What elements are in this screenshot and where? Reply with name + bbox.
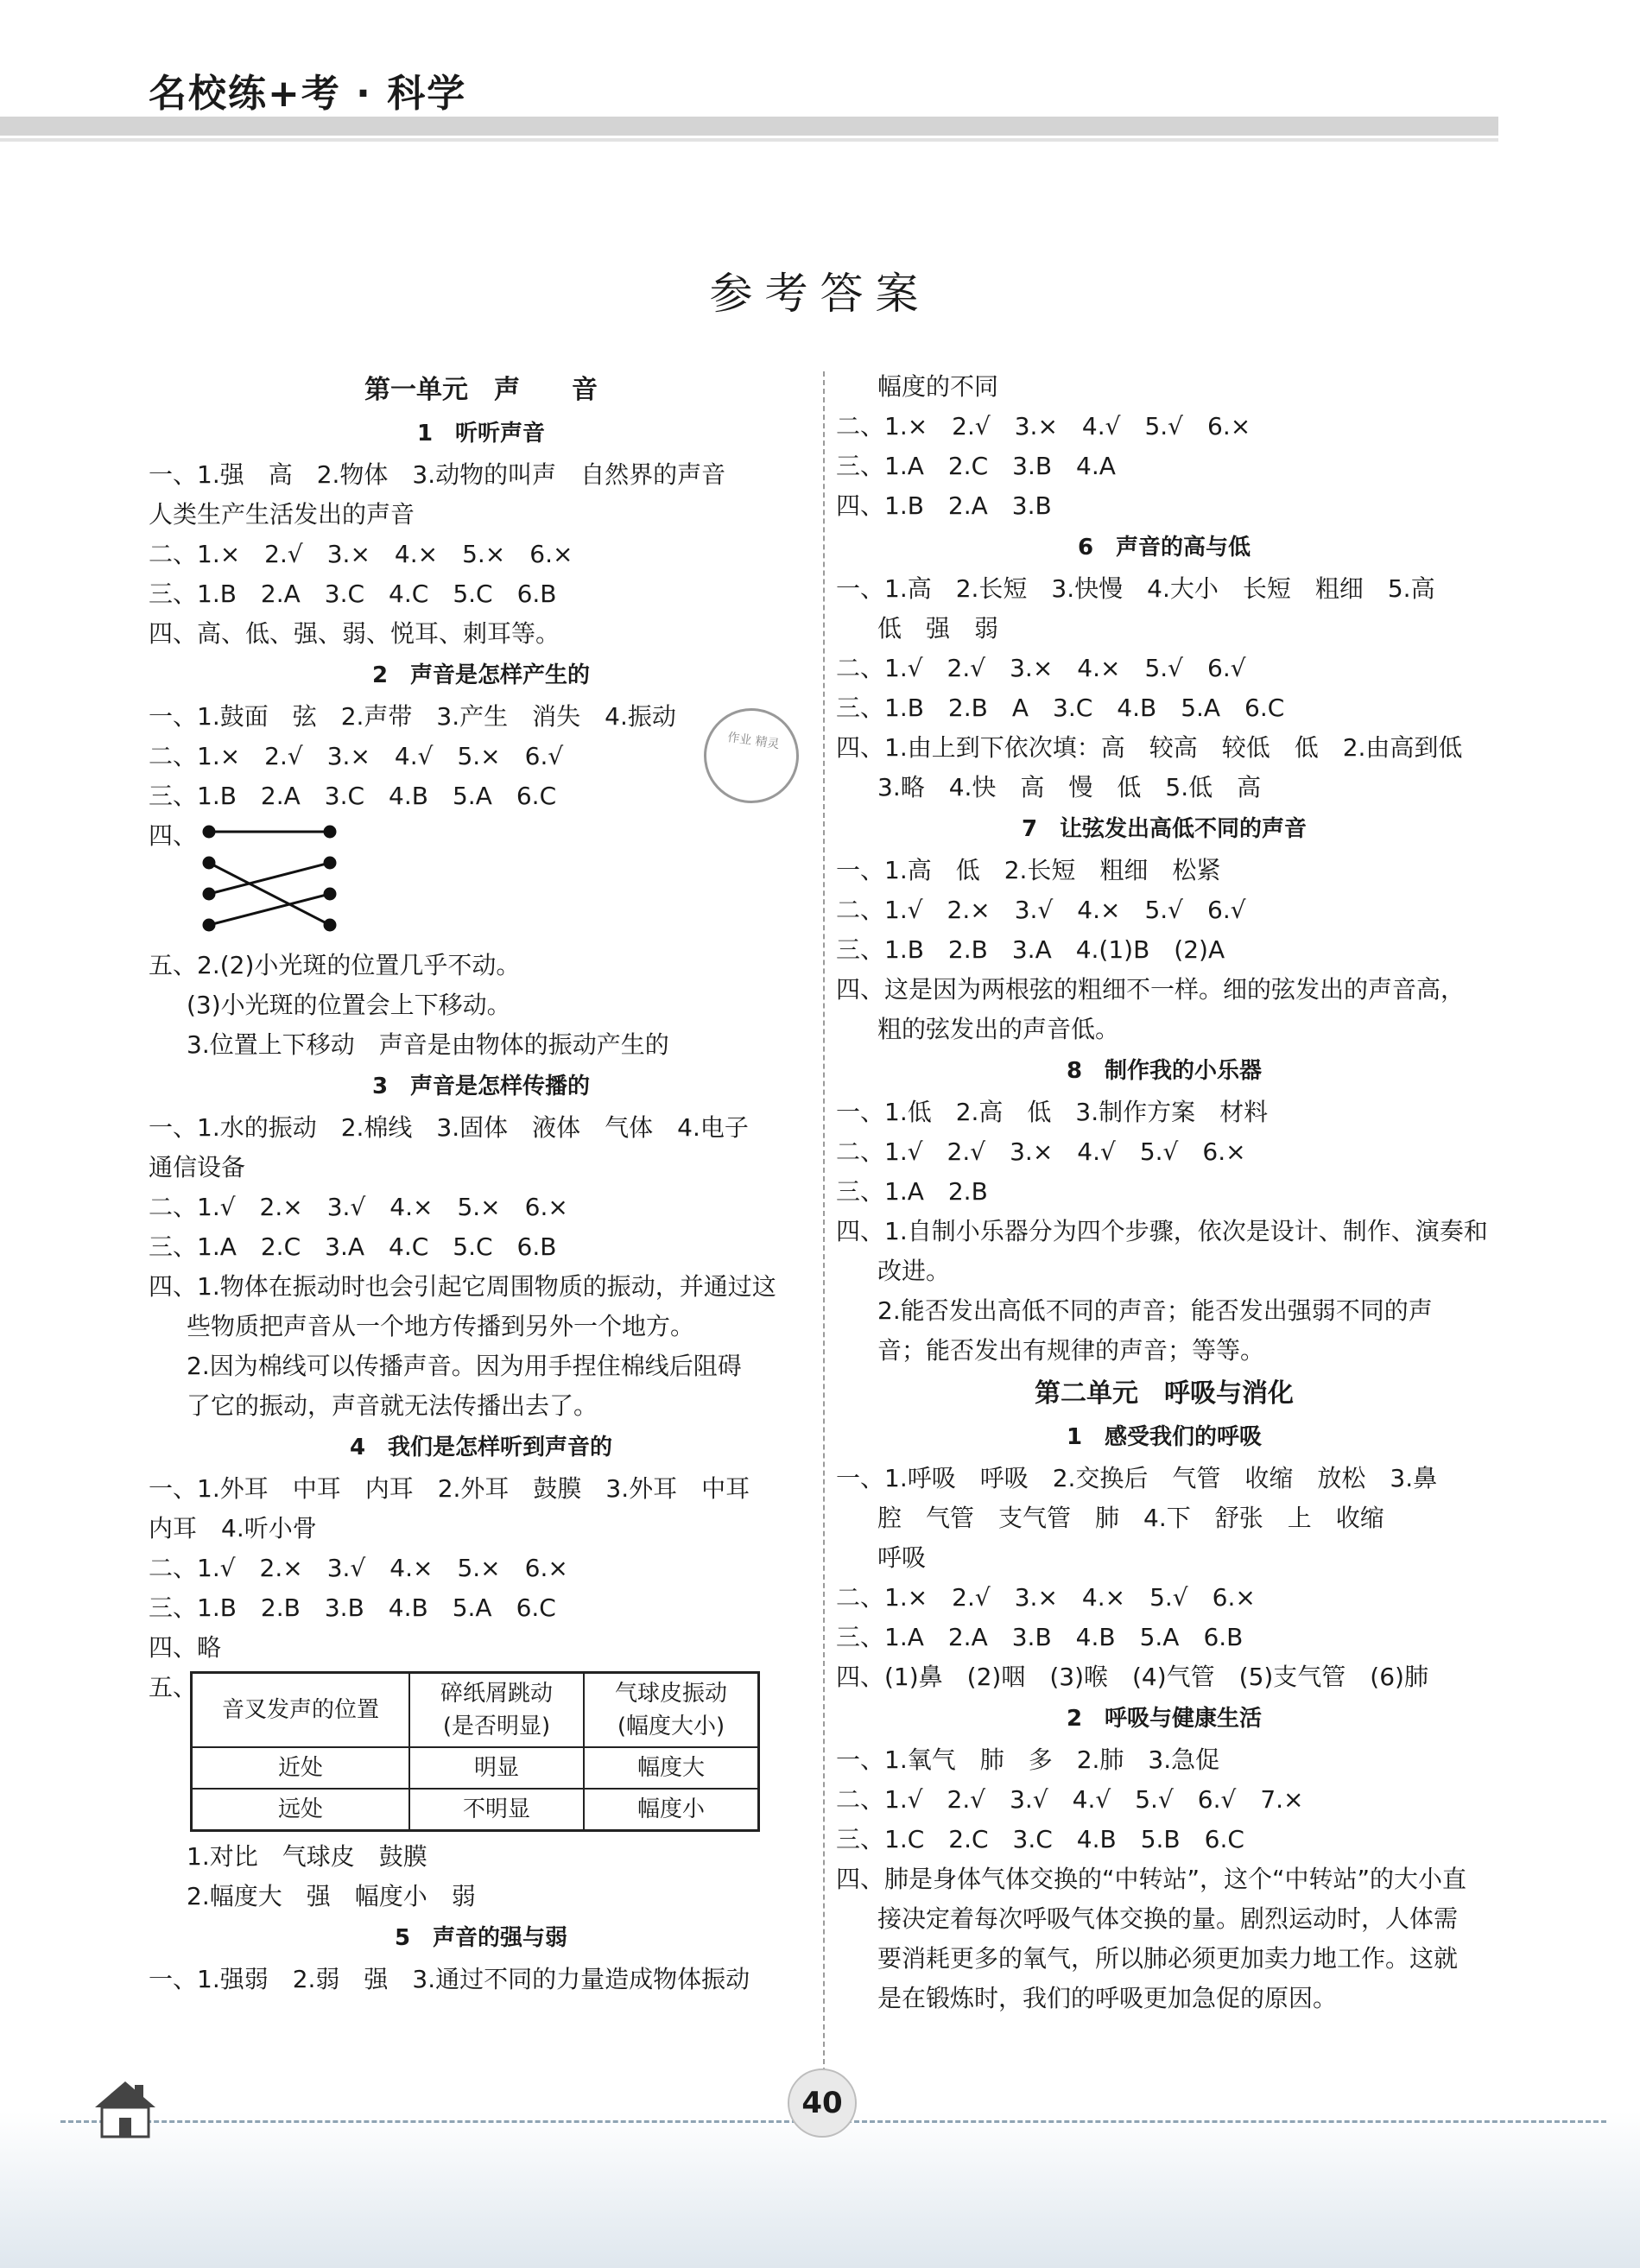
table-header-row xyxy=(192,1673,759,1748)
answer-line: 低 强 弱 xyxy=(877,614,999,643)
table-cell: 近处 xyxy=(192,1747,410,1789)
answer-line: 一、1.呼吸 呼吸 2.交换后 气管 收缩 放松 3.鼻 xyxy=(836,1464,1438,1492)
answer-line: 四、肺是身体气体交换的“中转站”，这个“中转站”的大小直 xyxy=(836,1865,1467,1893)
table-header-cell: 气球皮振动 (幅度大小) xyxy=(584,1673,759,1748)
answer-line: 要消耗更多的氧气，所以肺必须更加卖力地工作。这就 xyxy=(877,1944,1459,1973)
answer-line: 2.幅度大 强 幅度小 弱 xyxy=(187,1882,476,1910)
answer-line: 2.因为棉线可以传播声音。因为用手捏住棉线后阻碍 xyxy=(187,1352,742,1380)
answer-line: 二、1.√ 2.× 3.√ 4.× 5.× 6.× xyxy=(149,1554,568,1582)
answer-line: 腔 气管 支气管 肺 4.下 舒张 上 收缩 xyxy=(877,1504,1384,1532)
answer-line: 四、1.物体在振动时也会引起它周围物质的振动，并通过这 xyxy=(149,1272,776,1301)
answer-line: 四、1.由上到下依次填：高 较高 较低 低 2.由高到低 xyxy=(836,733,1463,762)
unit-heading: 第二单元 呼吸与消化 xyxy=(1035,1378,1294,1409)
matching-lines-diagram xyxy=(200,820,373,941)
lesson-title: 1 感受我们的呼吸 xyxy=(1066,1424,1263,1450)
house-icon xyxy=(78,2073,181,2142)
answer-line: 3.略 4.快 高 慢 低 5.低 高 xyxy=(877,773,1262,801)
answer-line: 一、1.强 高 2.物体 3.动物的叫声 自然界的声音 xyxy=(149,460,726,489)
answer-line: 一、1.鼓面 弦 2.声带 3.产生 消失 4.振动 xyxy=(149,702,676,731)
table-header-cell: 碎纸屑跳动 (是否明显) xyxy=(409,1673,584,1748)
answer-line: 三、1.B 2.B 3.A 4.(1)B (2)A xyxy=(836,935,1225,964)
table-row xyxy=(192,1789,759,1831)
answer-line: 幅度的不同 xyxy=(877,372,999,401)
answer-line: 粗的弦发出的声音低。 xyxy=(877,1015,1120,1043)
answer-line: 呼吸 xyxy=(877,1543,927,1572)
answer-line: 2.能否发出高低不同的声音；能否发出强弱不同的声 xyxy=(877,1296,1433,1325)
answer-line: 三、1.A 2.B xyxy=(836,1177,988,1206)
answer-line: 三、1.A 2.A 3.B 4.B 5.A 6.B xyxy=(836,1623,1244,1651)
table-cell: 幅度小 xyxy=(584,1789,759,1831)
lesson-title: 5 声音的强与弱 xyxy=(394,1925,568,1951)
answer-line: (3)小光斑的位置会上下移动。 xyxy=(187,991,511,1019)
answer-line: 二、1.× 2.√ 3.× 4.√ 5.× 6.√ xyxy=(149,742,564,770)
answer-line: 内耳 4.听小骨 xyxy=(149,1514,317,1543)
answer-line: 接决定着每次呼吸气体交换的量。剧烈运动时，人体需 xyxy=(877,1904,1459,1933)
page-number: 40 xyxy=(788,2068,857,2138)
left-column: 第一单元 声 音 1 听听声音 一、1.强 高 2.物体 3.动物的叫声 自然界的声音 人类生产生活发出的声音 二、1.× 2.√ 3.× 4.× 5.× 6.× 三、1.B 2.A 3.C 4.C 5.C 6.B 四、高、低、强、弱、悦耳、刺耳等。 2 声音是怎样产生的 一、1.鼓面 弦 2.声带 3.产生 消失 4.振动 二、1.× 2.√ 3.× 4.√ 5.× 6.√ 三、1.B 2.A 3.C 4.B 5.A 6.C 四、 五、2.(2)小光斑的位置几乎不动。 (3)小光斑的位置会上下移动。 3.位置上下移动 声音是由物体的振动产生的 3 声音是怎样传播的 一、1.水的振动 2.棉线 3.固体 液体 气体 4.电子 通信设备 二、1.√ 2.× 3.√ 4.× 5.× 6.× 三、1.A 2.C 3.A 4.C 5.C 6.B 四、1.物体在振动时也会引起它周围物质的振动，并通过这 些物质把声音从一个地方传播到另外一个地方。 2.因为棉线可以传播声音。因为用手捏住棉线后阻碍 了它的振动，声音就无法传播出去了。 4 我们是怎样听到声音的 一、1.外耳 中耳 内耳 2.外耳 鼓膜 3.外耳 中耳 内耳 4.听小骨 二、1.√ 2.× 3.√ 4.× 5.× 6.× 三、1.B 2.B 3.B 4.B 5.A 6.C 四、略 五、 音叉发声的位置 碎纸屑跳动 (是否明显) 气球皮振动 (幅度大小) 近处 明显 幅度大 远处 不明显 幅度小 1.对比 气球皮 鼓膜 2.幅度大 强 幅度小 弱 5 声音的强与弱 一、1.强弱 2.弱 强 3.通过不同的力量造成物体振动 xyxy=(149,367,814,1999)
table-cell: 不明显 xyxy=(409,1789,584,1831)
answer-line: 四、1.自制小乐器分为四个步骤，依次是设计、制作、演奏和 xyxy=(836,1217,1488,1245)
answer-line: 一、1.低 2.高 低 3.制作方案 材料 xyxy=(836,1098,1269,1126)
answer-line: 3.位置上下移动 声音是由物体的振动产生的 xyxy=(187,1030,669,1059)
answer-line: 二、1.× 2.√ 3.× 4.× 5.√ 6.× xyxy=(836,1583,1256,1612)
unit-heading: 第一单元 声 音 xyxy=(364,375,598,405)
answer-line: 三、1.B 2.A 3.C 4.C 5.C 6.B xyxy=(149,580,557,608)
answer-line: 二、1.√ 2.× 3.√ 4.× 5.√ 6.√ xyxy=(836,896,1246,924)
answer-line: 音；能否发出有规律的声音；等等。 xyxy=(877,1336,1265,1365)
lesson-title: 8 制作我的小乐器 xyxy=(1066,1058,1263,1084)
answer-line: 四、(1)鼻 (2)咽 (3)喉 (4)气管 (5)支气管 (6)肺 xyxy=(836,1663,1428,1691)
lesson-title: 2 声音是怎样产生的 xyxy=(371,662,591,688)
answer-line: 人类生产生活发出的声音 xyxy=(149,500,415,529)
lesson-title: 2 呼吸与健康生活 xyxy=(1066,1706,1263,1732)
answer-line: 些物质把声音从一个地方传播到另外一个地方。 xyxy=(187,1312,695,1340)
answer-line: 三、1.A 2.C 3.A 4.C 5.C 6.B xyxy=(149,1232,557,1261)
lesson-title: 6 声音的高与低 xyxy=(1077,535,1251,561)
lesson-title: 7 让弦发出高低不同的声音 xyxy=(1021,816,1308,842)
experiment-table xyxy=(190,1671,760,1832)
stamp: 作业 精灵 xyxy=(698,702,805,809)
table-cell: 远处 xyxy=(192,1789,410,1831)
answer-line: 三、1.B 2.A 3.C 4.B 5.A 6.C xyxy=(149,782,557,810)
lesson-title: 1 听听声音 xyxy=(416,421,546,447)
answer-line: 1.对比 气球皮 鼓膜 xyxy=(187,1842,427,1871)
right-column xyxy=(836,367,1492,2018)
header-title: 名校练+考 · 科学 xyxy=(149,72,467,116)
table-header-cell: 音叉发声的位置 xyxy=(192,1673,410,1748)
table-row xyxy=(192,1747,759,1789)
answer-line: 三、1.C 2.C 3.C 4.B 5.B 6.C xyxy=(836,1825,1244,1853)
answer-line: 一、1.高 低 2.长短 粗细 松紧 xyxy=(836,856,1221,884)
matching-answer xyxy=(149,816,814,946)
lesson-title: 4 我们是怎样听到声音的 xyxy=(349,1435,613,1460)
table-cell: 明显 xyxy=(409,1747,584,1789)
answer-line: 了它的振动，声音就无法传播出去了。 xyxy=(187,1391,598,1420)
answer-line: 改进。 xyxy=(877,1257,951,1285)
answer-line: 三、1.B 2.B 3.B 4.B 5.A 6.C xyxy=(149,1593,556,1622)
answer-line: 二、1.√ 2.× 3.√ 4.× 5.× 6.× xyxy=(149,1193,568,1221)
answer-line: 二、1.× 2.√ 3.× 4.√ 5.√ 6.× xyxy=(836,412,1251,440)
answer-line: 一、1.强弱 2.弱 强 3.通过不同的力量造成物体振动 xyxy=(149,1965,750,1993)
answer-line: 四、这是因为两根弦的粗细不一样。细的弦发出的声音高， xyxy=(836,975,1466,1004)
header-bar-shadow xyxy=(0,138,1498,142)
answer-line: 四、高、低、强、弱、悦耳、刺耳等。 xyxy=(149,619,560,648)
answer-line: 一、1.高 2.长短 3.快慢 4.大小 长短 粗细 5.高 xyxy=(836,574,1435,603)
answer-line: 二、1.√ 2.√ 3.√ 4.√ 5.√ 6.√ 7.× xyxy=(836,1785,1304,1814)
table-cell: 幅度大 xyxy=(584,1747,759,1789)
answer-line: 三、1.A 2.C 3.B 4.A xyxy=(836,452,1116,480)
answer-line: 五、2.(2)小光斑的位置几乎不动。 xyxy=(149,951,521,979)
answer-line: 二、1.√ 2.√ 3.× 4.× 5.√ 6.√ xyxy=(836,654,1246,682)
answer-line: 四、1.B 2.A 3.B xyxy=(836,491,1052,520)
answer-line: 一、1.水的振动 2.棉线 3.固体 液体 气体 4.电子 xyxy=(149,1113,749,1142)
answer-line: 三、1.B 2.B A 3.C 4.B 5.A 6.C xyxy=(836,694,1285,722)
answer-line: 二、1.√ 2.√ 3.× 4.√ 5.√ 6.× xyxy=(836,1137,1246,1166)
answer-line: 通信设备 xyxy=(149,1153,246,1182)
answer-line: 是在锻炼时，我们的呼吸更加急促的原因。 xyxy=(877,1984,1338,2012)
answer-line: 一、1.外耳 中耳 内耳 2.外耳 鼓膜 3.外耳 中耳 xyxy=(149,1474,750,1503)
answer-line: 四、略 xyxy=(149,1633,222,1662)
answer-line: 一、1.氧气 肺 多 2.肺 3.急促 xyxy=(836,1745,1220,1774)
answer-line: 四、 xyxy=(149,821,198,850)
answer-line: 二、1.× 2.√ 3.× 4.× 5.× 6.× xyxy=(149,540,573,568)
header-bar xyxy=(0,117,1498,136)
page-title: 参考答案 xyxy=(709,269,931,319)
lesson-title: 3 声音是怎样传播的 xyxy=(371,1074,591,1099)
column-divider xyxy=(823,371,825,2081)
